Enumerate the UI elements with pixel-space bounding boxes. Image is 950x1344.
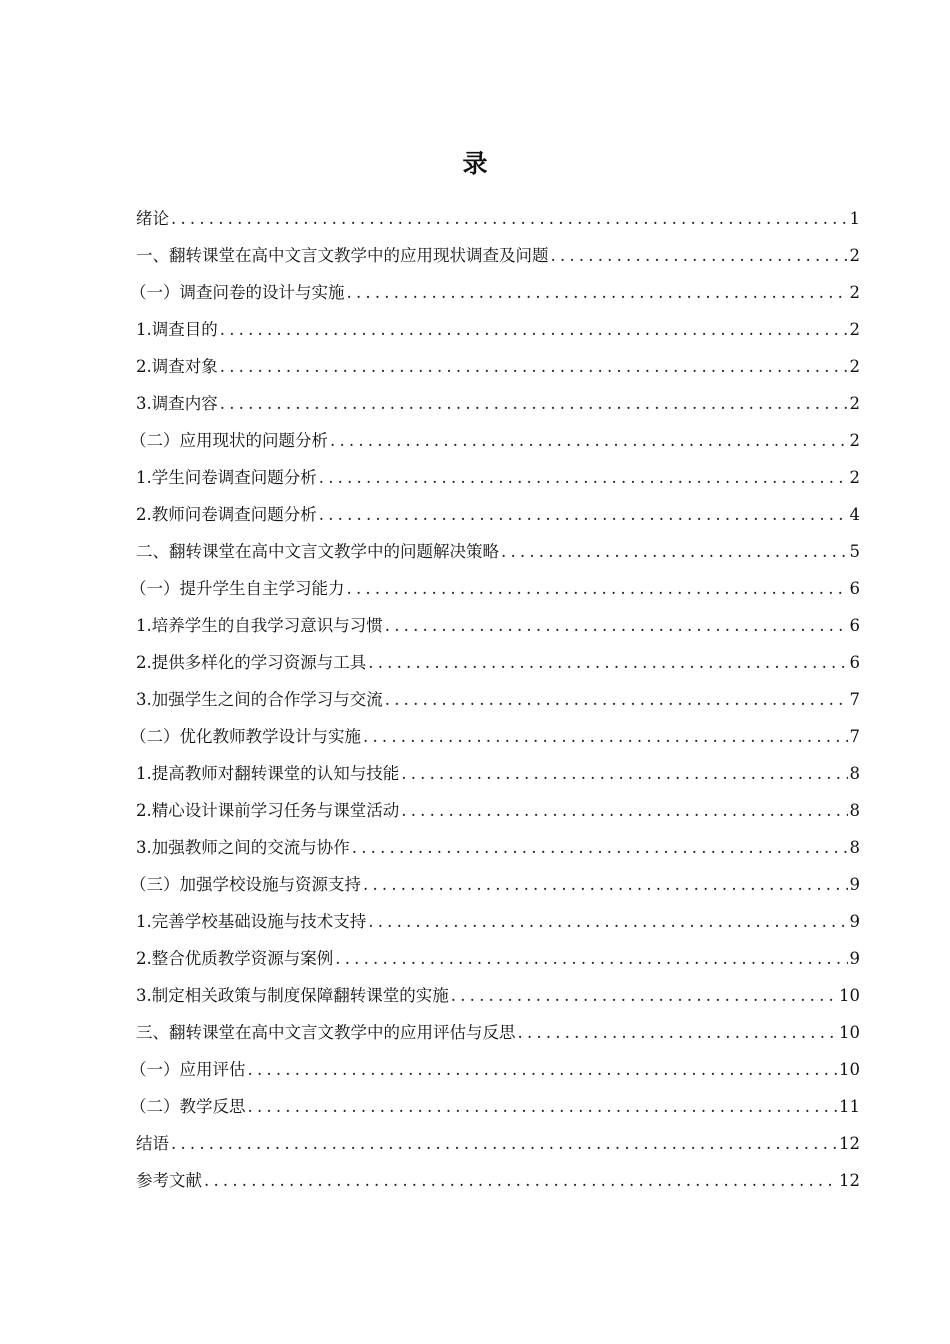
toc-entry-page-number: 5: [849, 542, 860, 561]
toc-entry[interactable]: [136, 348, 860, 385]
toc-entry-title: 2.提供多样化的学习资源与工具: [136, 653, 367, 672]
toc-entry-title: （一）提升学生自主学习能力: [130, 579, 345, 598]
toc-entry-title: 2.整合优质教学资源与案例: [136, 949, 334, 968]
dot-leader: [401, 792, 847, 829]
toc-entry[interactable]: [136, 237, 860, 274]
dot-leader: [171, 200, 848, 237]
toc-entry[interactable]: [136, 1125, 860, 1162]
toc-entry-title: 3.加强教师之间的交流与协作: [136, 838, 350, 857]
toc-entry[interactable]: [130, 570, 860, 607]
dot-leader: [248, 1088, 838, 1125]
dot-leader: [319, 459, 848, 496]
toc-entry-title: 1.培养学生的自我学习意识与习惯: [136, 616, 383, 635]
toc-entry-title: 1.学生问卷调查问题分析: [136, 468, 317, 487]
toc-entry[interactable]: [136, 496, 860, 533]
toc-entry[interactable]: [136, 940, 860, 977]
dot-leader: [220, 348, 848, 385]
table-of-contents: [130, 200, 860, 1199]
dot-leader: [319, 496, 848, 533]
toc-entry[interactable]: [136, 1162, 860, 1199]
dot-leader: [518, 1014, 838, 1051]
toc-entry[interactable]: [136, 385, 860, 422]
toc-entry-title: 3.加强学生之间的合作学习与交流: [136, 690, 383, 709]
toc-entry[interactable]: [130, 274, 860, 311]
toc-entry-page-number: 9: [849, 912, 860, 931]
toc-entry-page-number: 12: [839, 1171, 860, 1190]
dot-leader: [551, 237, 848, 274]
toc-entry[interactable]: [130, 422, 860, 459]
toc-entry-page-number: 9: [849, 949, 860, 968]
dot-leader: [401, 755, 847, 792]
dot-leader: [501, 533, 848, 570]
toc-entry[interactable]: [136, 829, 860, 866]
toc-entry-page-number: 2: [849, 320, 860, 339]
toc-entry-page-number: 6: [849, 616, 860, 635]
toc-entry-page-number: 8: [849, 764, 860, 783]
dot-leader: [220, 385, 848, 422]
toc-entry-page-number: 2: [849, 357, 860, 376]
toc-entry-page-number: 2: [849, 394, 860, 413]
dot-leader: [368, 644, 847, 681]
toc-entry-page-number: 2: [849, 246, 860, 265]
toc-entry[interactable]: [136, 792, 860, 829]
toc-entry-title: （二）优化教师教学设计与实施: [130, 727, 361, 746]
toc-entry-page-number: 8: [849, 838, 860, 857]
toc-entry[interactable]: [136, 311, 860, 348]
toc-entry[interactable]: [136, 200, 860, 237]
toc-entry-title: 一、翻转课堂在高中文言文教学中的应用现状调查及问题: [136, 246, 549, 265]
toc-entry-title: （二）教学反思: [130, 1097, 246, 1116]
dot-leader: [363, 866, 848, 903]
dot-leader: [335, 940, 847, 977]
toc-entry-title: 参考文献: [136, 1171, 202, 1190]
toc-entry-page-number: 1: [849, 209, 860, 228]
toc-entry[interactable]: [130, 866, 860, 903]
dot-leader: [347, 570, 848, 607]
toc-entry-page-number: 7: [849, 690, 860, 709]
toc-entry[interactable]: [136, 644, 860, 681]
dot-leader: [171, 1125, 837, 1162]
dot-leader: [363, 718, 848, 755]
toc-entry-page-number: 4: [849, 505, 860, 524]
dot-leader: [347, 274, 848, 311]
toc-entry-title: 3.制定相关政策与制度保障翻转课堂的实施: [136, 986, 449, 1005]
toc-entry[interactable]: [136, 607, 860, 644]
toc-entry[interactable]: [136, 1014, 860, 1051]
toc-entry[interactable]: [136, 903, 860, 940]
toc-entry-title: 二、翻转课堂在高中文言文教学中的问题解决策略: [136, 542, 499, 561]
toc-entry[interactable]: [136, 977, 860, 1014]
dot-leader: [385, 681, 848, 718]
toc-entry-title: 2.调查对象: [136, 357, 218, 376]
dot-leader: [352, 829, 848, 866]
toc-entry[interactable]: [136, 459, 860, 496]
toc-entry-page-number: 2: [849, 283, 860, 302]
toc-entry[interactable]: [130, 718, 860, 755]
toc-entry-page-number: 10: [839, 986, 860, 1005]
dot-leader: [248, 1051, 838, 1088]
toc-entry-page-number: 8: [849, 801, 860, 820]
toc-entry-page-number: 12: [839, 1134, 860, 1153]
dot-leader: [330, 422, 848, 459]
toc-entry-title: 三、翻转课堂在高中文言文教学中的应用评估与反思: [136, 1023, 516, 1042]
toc-entry-title: 绪论: [136, 209, 169, 228]
dot-leader: [451, 977, 837, 1014]
toc-entry-title: （一）调查问卷的设计与实施: [130, 283, 345, 302]
toc-entry[interactable]: [136, 755, 860, 792]
toc-entry-title: 1.完善学校基础设施与技术支持: [136, 912, 367, 931]
dot-leader: [368, 903, 847, 940]
toc-entry[interactable]: [136, 533, 860, 570]
toc-entry-title: 2.精心设计课前学习任务与课堂活动: [136, 801, 400, 820]
toc-title: 录: [462, 149, 488, 178]
toc-entry[interactable]: [136, 681, 860, 718]
toc-entry-title: （一）应用评估: [130, 1060, 246, 1079]
toc-entry-page-number: 2: [849, 468, 860, 487]
toc-entry-page-number: 11: [839, 1097, 860, 1116]
toc-entry-page-number: 6: [849, 653, 860, 672]
toc-entry-title: 结语: [136, 1134, 169, 1153]
toc-entry-page-number: 2: [849, 431, 860, 450]
toc-entry-page-number: 10: [839, 1023, 860, 1042]
toc-entry-title: 3.调查内容: [136, 394, 218, 413]
toc-entry-page-number: 6: [849, 579, 860, 598]
toc-entry-title: 1.提高教师对翻转课堂的认知与技能: [136, 764, 400, 783]
toc-entry[interactable]: [130, 1051, 860, 1088]
toc-entry[interactable]: [130, 1088, 860, 1125]
toc-entry-page-number: 10: [839, 1060, 860, 1079]
toc-entry-title: 1.调查目的: [136, 320, 218, 339]
toc-entry-title: （二）应用现状的问题分析: [130, 431, 328, 450]
toc-entry-title: 2.教师问卷调查问题分析: [136, 505, 317, 524]
dot-leader: [204, 1162, 837, 1199]
dot-leader: [220, 311, 848, 348]
toc-entry-title: （三）加强学校设施与资源支持: [130, 875, 361, 894]
dot-leader: [385, 607, 848, 644]
toc-entry-page-number: 7: [849, 727, 860, 746]
toc-entry-page-number: 9: [849, 875, 860, 894]
